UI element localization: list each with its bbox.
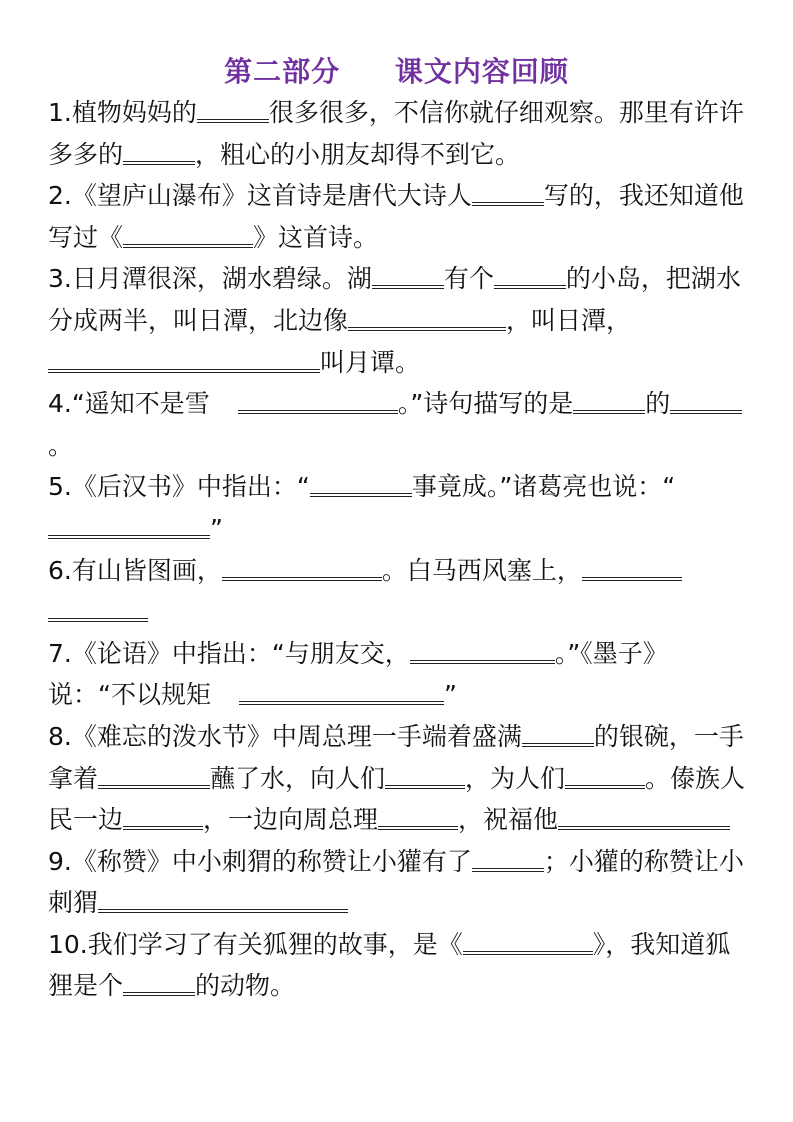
blank[interactable] bbox=[670, 384, 742, 414]
blank[interactable] bbox=[573, 384, 645, 414]
blank[interactable] bbox=[98, 883, 348, 913]
blank[interactable] bbox=[238, 384, 398, 414]
blank[interactable] bbox=[48, 592, 148, 622]
question-6: 6.有山皆图画， 。白马西风塞上， bbox=[48, 550, 748, 633]
title-topic: 课文内容回顾 bbox=[394, 55, 569, 88]
question-10: 10.我们学习了有关狐狸的故事，是《 》，我知道狐狸是个 的动物。 bbox=[48, 924, 748, 1007]
question-1: 1.植物妈妈的 很多很多，不信你就仔细观察。那里有许许多多的 ，粗心的小朋友却得不到它。 bbox=[48, 92, 748, 175]
blank[interactable] bbox=[310, 467, 412, 497]
blank[interactable] bbox=[558, 800, 730, 830]
blank[interactable] bbox=[222, 551, 382, 581]
question-list bbox=[48, 92, 748, 1007]
blank[interactable] bbox=[123, 218, 253, 248]
blank[interactable] bbox=[48, 509, 210, 539]
question-9: 9.《称赞》中小刺猬的称赞让小獾有了 ；小獾的称赞让小刺猬 bbox=[48, 841, 748, 924]
blank[interactable] bbox=[239, 675, 444, 705]
question-2: 2.《望庐山瀑布》这首诗是唐代大诗人 写的，我还知道他写过《 》这首诗。 bbox=[48, 175, 748, 258]
blank[interactable] bbox=[348, 301, 506, 331]
blank[interactable] bbox=[98, 759, 210, 789]
blank[interactable] bbox=[565, 759, 645, 789]
blank[interactable] bbox=[472, 842, 544, 872]
blank[interactable] bbox=[123, 135, 195, 165]
blank[interactable] bbox=[522, 717, 594, 747]
blank[interactable] bbox=[385, 759, 465, 789]
page-title bbox=[0, 50, 793, 90]
blank[interactable] bbox=[48, 343, 320, 373]
blank[interactable] bbox=[582, 551, 682, 581]
blank[interactable] bbox=[123, 800, 203, 830]
blank[interactable] bbox=[494, 259, 566, 289]
blank[interactable] bbox=[410, 634, 555, 664]
question-4: 4.“遥知不是雪 。”诗句描写的是 的。 bbox=[48, 383, 748, 466]
blank[interactable] bbox=[472, 176, 544, 206]
question-3: 3.日月潭很深，湖水碧绿。湖 有个 的小岛，把湖水分成两半，叫日潭，北边像 ，叫日潭，叫月谭。 bbox=[48, 258, 748, 383]
blank[interactable] bbox=[123, 966, 195, 996]
blank[interactable] bbox=[372, 259, 444, 289]
question-7: 7.《论语》中指出：“与朋友交， 。”《墨子》说：“不以规矩 ” bbox=[48, 633, 748, 716]
question-5: 5.《后汉书》中指出：“ 事竟成。”诸葛亮也说：“” bbox=[48, 466, 748, 549]
title-part: 第二部分 bbox=[224, 55, 341, 88]
blank[interactable] bbox=[197, 93, 269, 123]
blank[interactable] bbox=[378, 800, 458, 830]
question-8: 8.《难忘的泼水节》中周总理一手端着盛满 的银碗，一手拿着 蘸了水，向人们 ，为人们 。傣族人民一边 ，一边向周总理 ，祝福他 bbox=[48, 716, 748, 841]
blank[interactable] bbox=[463, 925, 593, 955]
